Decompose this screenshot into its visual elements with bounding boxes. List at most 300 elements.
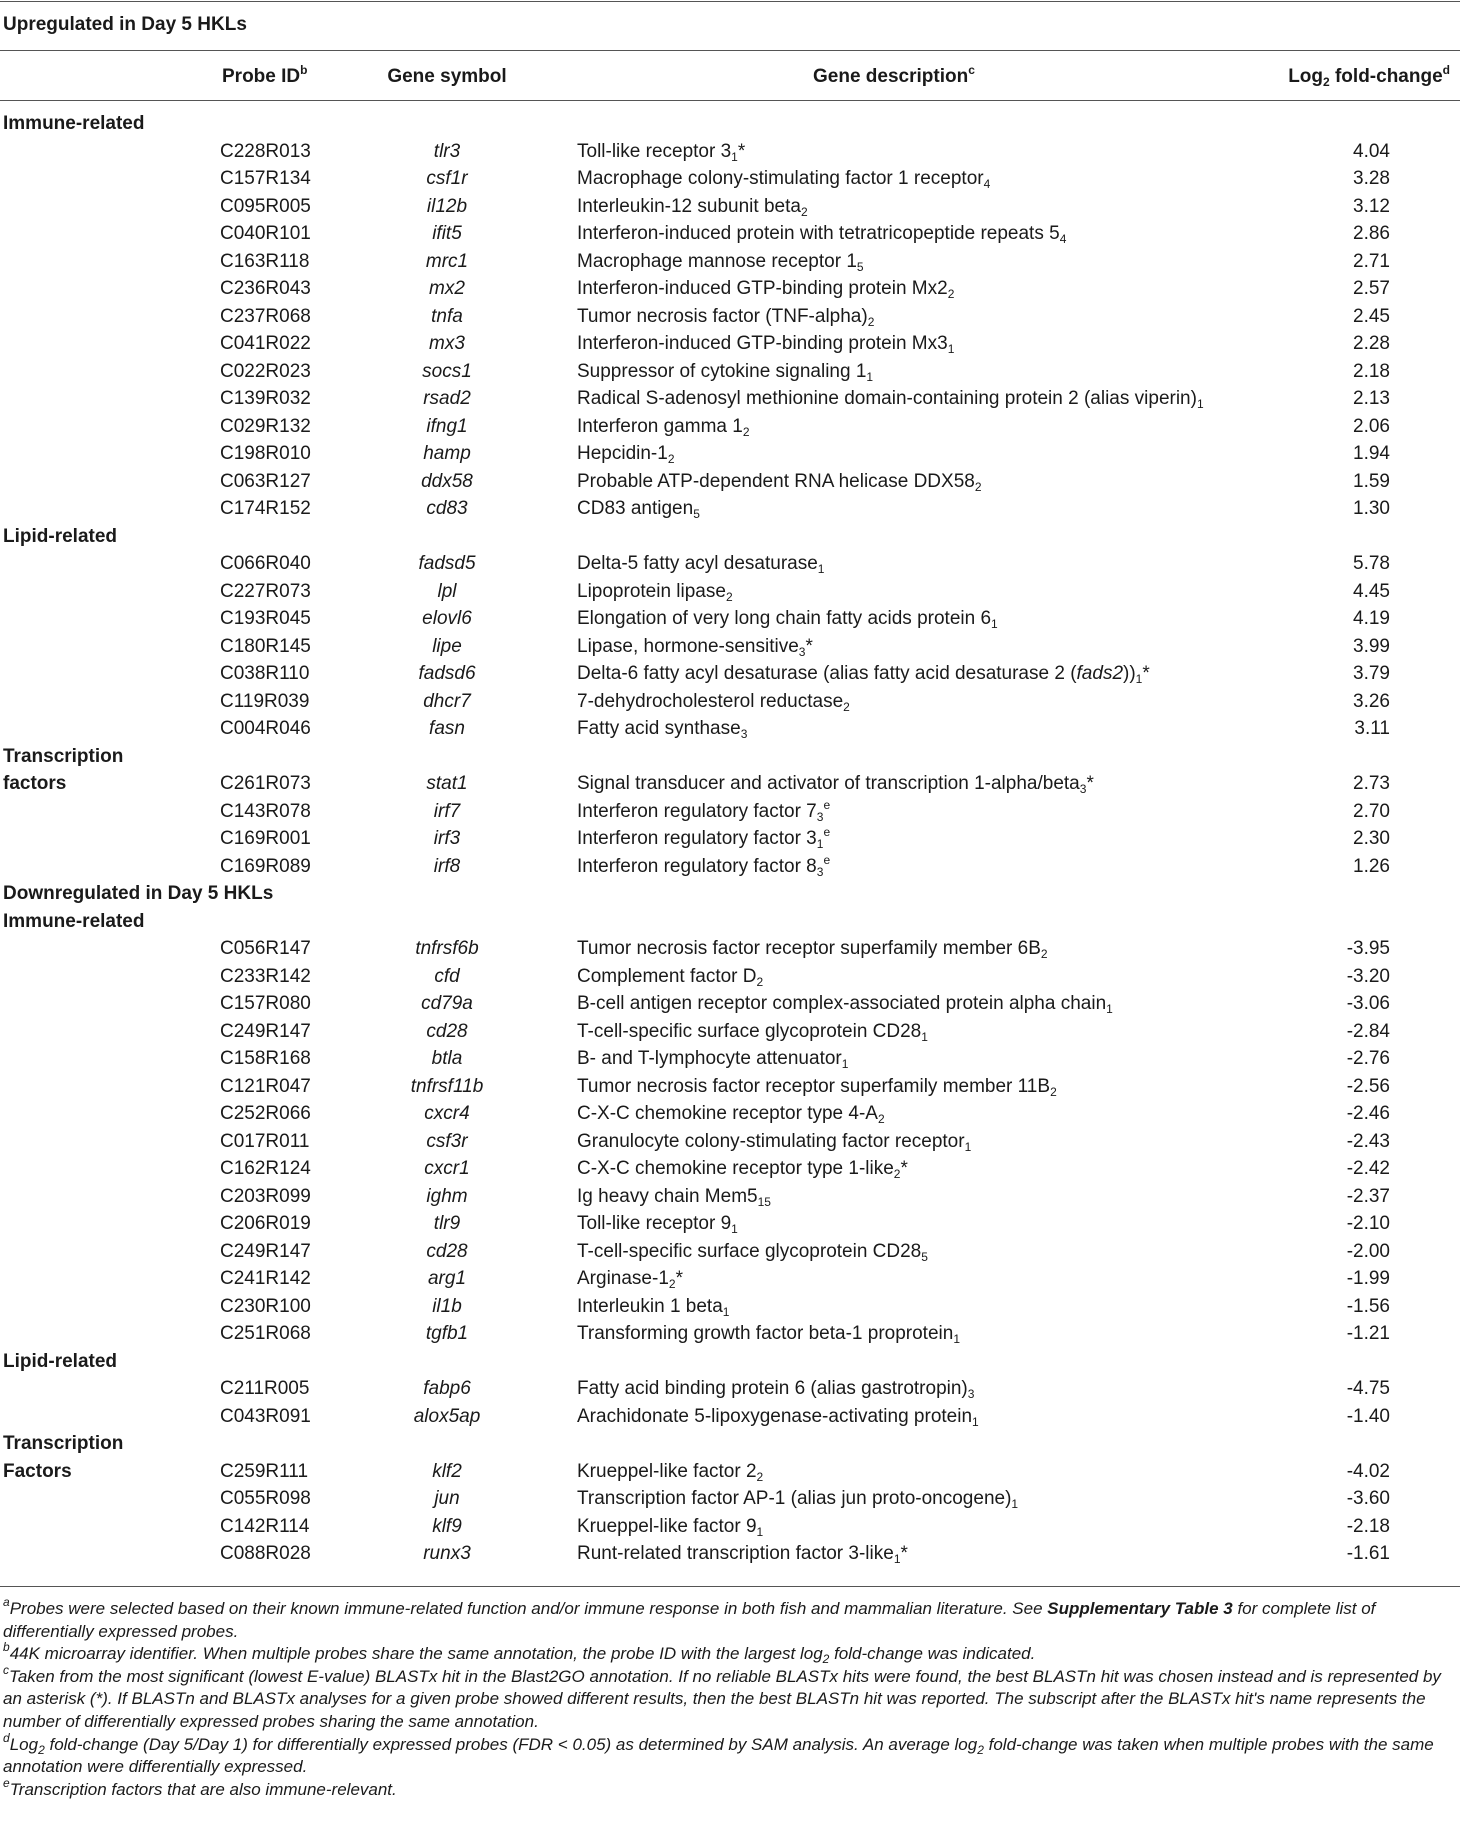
table-row (0, 469, 1460, 497)
log2-fold-change: 3.12 (1353, 195, 1390, 217)
description-text: B-cell antigen receptor complex-associated protein alpha chain (577, 993, 1107, 1014)
description-text: Transcription factor AP-1 (alias jun proto-oncogene) (577, 1488, 1012, 1509)
description-text: Interleukin 1 beta (577, 1295, 723, 1317)
probe-count-subscript: 2 (893, 1167, 901, 1181)
gene-symbol: mx2 (429, 278, 465, 299)
gene-description (577, 636, 813, 658)
probe-id: C237R068 (220, 305, 311, 327)
probe-id: C230R100 (220, 1295, 311, 1317)
log2-fold-change: 2.71 (1353, 250, 1390, 272)
probe-count-subscript: 1 (731, 1222, 738, 1236)
probe-id: C251R068 (220, 1323, 311, 1344)
description-text: Lipase, hormone-sensitive (577, 635, 799, 657)
description-text: Tumor necrosis factor receptor superfamily member 11B (577, 1075, 1051, 1097)
probe-count-subscript: 2 (756, 974, 764, 989)
gene-symbol: arg1 (427, 1268, 467, 1289)
probe-count-subscript: 5 (921, 1249, 928, 1264)
gene-symbol: fadsd5 (418, 553, 476, 574)
probe-count-subscript: 2 (877, 1112, 885, 1126)
description-text: Krueppel-like factor 2 (577, 1460, 757, 1482)
gene-description (577, 1296, 729, 1318)
probe-id: C157R080 (220, 993, 311, 1014)
gene-symbol: ifng1 (426, 415, 468, 437)
section-row (0, 111, 1460, 139)
blastn-asterisk: * (737, 140, 746, 162)
probe-count-subscript: 1 (947, 342, 955, 356)
probe-id: C193R045 (220, 608, 311, 629)
log2-fold-change: -2.37 (1346, 1185, 1390, 1207)
table-row (0, 579, 1460, 607)
description-text: Elongation of very long chain fatty acids protein 6 (577, 608, 992, 629)
probe-count-subscript: 3 (816, 809, 824, 824)
gene-description (577, 388, 1204, 410)
log2-fold-change: -2.00 (1346, 1240, 1390, 1262)
col-header-probe: Probe $ID^b$ (222, 63, 308, 87)
log2-fold-change: 2.30 (1353, 828, 1390, 849)
log2-fold-change: -1.61 (1346, 1543, 1390, 1564)
log2-fold-change: 3.11 (1354, 718, 1390, 739)
probe-count-subscript: 1 (866, 369, 874, 384)
gene-symbol: mx3 (429, 333, 465, 354)
gene-symbol: tlr9 (433, 1213, 461, 1234)
probe-count-subscript: 3 (967, 1387, 975, 1401)
log2-fold-change: 2.86 (1353, 223, 1390, 244)
gene-description (577, 1241, 928, 1263)
probe-id: C163R118 (220, 250, 310, 272)
probe-id: C142R114 (220, 1515, 310, 1537)
gene-symbol: klf9 (432, 1515, 462, 1537)
log2-fold-change: 2.28 (1353, 333, 1390, 354)
section-row (0, 881, 1460, 909)
gene-description (577, 498, 700, 520)
log2-fold-change: -1.56 (1346, 1295, 1390, 1317)
section-label: Immune-related (3, 113, 145, 134)
table-row (0, 1101, 1460, 1129)
probe-count-subscript: 1 (731, 149, 738, 164)
table-row (0, 1184, 1460, 1212)
table-row (0, 716, 1460, 744)
description-italic: fads2 (1076, 663, 1124, 684)
probe-id: C169R001 (220, 828, 311, 849)
gene-symbol: cd79a (421, 993, 473, 1014)
gene-symbol: mrc1 (425, 250, 469, 272)
gene-description (577, 1268, 683, 1290)
table-row (0, 1129, 1460, 1157)
log2-fold-change: -2.42 (1346, 1158, 1390, 1179)
gene-symbol: csf3r (426, 1130, 468, 1152)
table-row (0, 1541, 1460, 1569)
probe-count-subscript: 1 (991, 617, 998, 631)
gene-symbol: ifit5 (432, 223, 462, 244)
gene-symbol: runx3 (423, 1543, 471, 1564)
table-row (0, 634, 1460, 662)
table-row (0, 1074, 1460, 1102)
blastn-asterisk: * (675, 1268, 683, 1289)
table-row (0, 689, 1460, 717)
description-text: C-X-C chemokine receptor type 1-like (577, 1158, 894, 1179)
gene-description (577, 553, 824, 575)
probe-count-subscript: 1 (1011, 1497, 1019, 1511)
probe-id: C241R142 (220, 1268, 311, 1289)
probe-count-subscript: 2 (947, 287, 955, 301)
gene-description (577, 608, 998, 630)
log2-fold-change: 4.19 (1353, 608, 1390, 629)
probe-count-subscript: 1 (972, 1414, 979, 1429)
gene-symbol: cfd (434, 965, 460, 987)
footnote-mark: e (823, 825, 831, 839)
log2-fold-change: 2.18 (1353, 360, 1390, 382)
description-text: CD83 antigen (577, 498, 694, 519)
probe-id: C233R142 (220, 965, 311, 987)
probe-count-subscript: 1 (1196, 397, 1204, 411)
gene-description (577, 223, 1066, 245)
description-text: Delta-6 fatty acyl desaturase (alias fatty acid desaturase 2 ( (577, 663, 1077, 684)
section-label-cont: factors (3, 773, 67, 794)
footnote-e: $^e$Transcription factors that are also immune-relevant. (3, 1775, 397, 1799)
log2-fold-change: -2.10 (1346, 1213, 1390, 1234)
gene-description (577, 1488, 1018, 1510)
table-title: Upregulated in Day 5 HKLs (3, 14, 247, 35)
gene-symbol: alox5ap (413, 1405, 481, 1427)
log2-fold-change: 2.13 (1353, 388, 1390, 409)
log2-fold-change: 1.59 (1353, 470, 1390, 492)
blastn-asterisk: * (900, 1158, 908, 1179)
probe-id: C038R110 (220, 663, 310, 684)
description-text: Krueppel-like factor 9 (577, 1515, 757, 1537)
section-label: Lipid-related (3, 1350, 118, 1372)
probe-count-subscript: 1 (893, 1552, 901, 1566)
gene-description (577, 852, 831, 879)
probe-count-subscript: 1 (953, 1332, 960, 1346)
table-row (0, 386, 1460, 414)
gene-symbol: fabp6 (423, 1378, 471, 1399)
gene-description (577, 361, 873, 383)
section-label: Immune-related (3, 910, 145, 932)
description-text: C-X-C chemokine receptor type 4-A (577, 1103, 878, 1124)
section-row (0, 524, 1460, 552)
gene-description (577, 691, 850, 713)
probe-count-subscript: 1 (964, 1139, 972, 1154)
gene-symbol: csf1r (426, 168, 468, 189)
gene-description (577, 1103, 885, 1125)
gene-symbol: il12b (426, 195, 468, 217)
table-row (0, 661, 1460, 689)
gene-symbol: lpl (437, 580, 457, 602)
gene-symbol: fasn (429, 718, 465, 739)
log2-fold-change: -2.56 (1346, 1075, 1390, 1097)
table-row (0, 826, 1460, 854)
probe-count-subscript: 2 (1050, 1084, 1057, 1099)
gene-symbol: lipe (432, 635, 462, 657)
gene-symbol: irf8 (433, 855, 461, 877)
top-rule (0, 1, 1460, 2)
table-row (0, 194, 1460, 222)
probe-count-subscript: 3 (816, 864, 824, 879)
probe-count-subscript: 5 (856, 259, 864, 274)
probe-count-subscript: 4 (983, 177, 991, 191)
table-row (0, 1514, 1460, 1542)
gene-description (577, 718, 747, 740)
gene-description (577, 1021, 928, 1043)
description-text: Arachidonate 5-lipoxygenase-activating protein (577, 1405, 973, 1427)
probe-count-subscript: 2 (1040, 947, 1048, 961)
description-text: Hepcidin-1 (577, 443, 668, 464)
blastn-asterisk: * (1142, 663, 1150, 684)
log2-fold-change: -4.75 (1346, 1378, 1390, 1399)
description-text: Fatty acid synthase (577, 718, 741, 739)
description-text: Radical S-adenosyl methionine domain-containing protein 2 (alias viperin) (577, 388, 1197, 409)
section-label: Lipid-related (3, 525, 118, 547)
description-text: Interleukin-12 subunit beta (577, 195, 801, 217)
probe-id: C157R134 (220, 168, 311, 189)
probe-id: C228R013 (220, 140, 311, 162)
gene-symbol: tgfb1 (425, 1323, 469, 1344)
log2-fold-change: 1.94 (1353, 443, 1390, 464)
probe-count-subscript: 2 (756, 1469, 764, 1484)
gene-description (577, 416, 750, 438)
probe-id: C063R127 (220, 470, 311, 492)
table-row (0, 166, 1460, 194)
probe-id: C022R023 (220, 360, 311, 382)
section-label: Transcription (3, 745, 124, 767)
probe-count-subscript: 2 (725, 589, 733, 604)
gene-symbol: elovl6 (422, 608, 472, 629)
log2-fold-change: 3.79 (1353, 663, 1390, 684)
description-post: )) (1123, 663, 1136, 684)
table-row (0, 964, 1460, 992)
probe-id: C040R101 (220, 223, 311, 244)
probe-count-subscript: 3 (740, 727, 748, 741)
description-text: Toll-like receptor 9 (577, 1213, 732, 1234)
table-row (0, 1376, 1460, 1404)
probe-count-subscript: 2 (843, 699, 850, 714)
table-row (0, 1266, 1460, 1294)
probe-count-subscript: 2 (668, 1277, 676, 1291)
probe-id: C066R040 (220, 553, 311, 574)
gene-symbol: btla (431, 1048, 463, 1069)
probe-id: C206R019 (220, 1213, 311, 1234)
description-text: Fatty acid binding protein 6 (alias gastrotropin) (577, 1378, 968, 1399)
table-row (0, 1294, 1460, 1322)
log2-fold-change: 2.70 (1353, 800, 1390, 822)
footnote-b: $^b$44K microarray identifier. When multiple probes share the same annotation, the probe ID with the largest $\log_2$ fold-change was indicated. (3, 1640, 1036, 1667)
probe-id: C158R168 (220, 1048, 311, 1069)
blastn-asterisk: * (1086, 773, 1094, 794)
gene-symbol: irf7 (433, 800, 461, 822)
log2-fold-change: 2.45 (1353, 305, 1390, 327)
section-row (0, 1349, 1460, 1377)
description-text: Suppressor of cytokine signaling 1 (577, 360, 867, 382)
gene-description (577, 1461, 763, 1483)
log2-fold-change: -3.06 (1346, 993, 1390, 1014)
probe-count-subscript: 4 (1059, 232, 1067, 246)
gene-description (577, 1213, 738, 1235)
col-header-description: Gene description$^c$ (813, 63, 975, 87)
section-row (0, 909, 1460, 937)
table-row (0, 551, 1460, 579)
footnote-c: $^c$Taken from the most significant (lowest E-value) BLASTx hit in the Blast2GO annotation. If no reliable BLASTx hits were found, the best BLASTn hit was chosen instead and is represented by an asterisk (*). If BLASTn and BLASTx analyses for a given probe showed different results, then the best BLASTn hit was reported. The subscript after the BLASTx hit's name represents the number of differentially expressed probes sharing the same annotation. (3, 1662, 1441, 1731)
table-row (0, 304, 1460, 332)
description-text: T-cell-specific surface glycoprotein CD28 (577, 1020, 922, 1042)
table-row (0, 496, 1460, 524)
probe-id: C043R091 (220, 1405, 311, 1427)
log2-fold-change: -1.21 (1346, 1323, 1390, 1344)
description-text: Delta-5 fatty acyl desaturase (577, 553, 818, 574)
description-text: Ig heavy chain Mem5 (577, 1185, 758, 1207)
gene-symbol: fadsd6 (418, 663, 476, 684)
gene-description (577, 141, 745, 163)
table-body (0, 111, 1460, 1569)
gene-symbol: stat1 (426, 773, 468, 794)
table-row (0, 1019, 1460, 1047)
probe-count-subscript: 2 (667, 452, 675, 466)
log2-fold-change: 3.28 (1353, 168, 1390, 189)
log2-fold-change: -2.18 (1346, 1515, 1390, 1537)
gene-symbol: cd28 (426, 1020, 468, 1042)
description-text: Tumor necrosis factor (TNF-alpha) (577, 305, 868, 327)
gene-description (577, 581, 733, 603)
description-text: 7-dehydrocholesterol reductase (577, 690, 844, 712)
log2-fold-change: 1.30 (1353, 498, 1390, 519)
gene-description (577, 938, 1048, 960)
gene-description (577, 797, 831, 824)
probe-id: C095R005 (220, 195, 311, 217)
description-text: Transforming growth factor beta-1 proprotein (577, 1323, 954, 1344)
probe-count-subscript: 1 (816, 837, 824, 851)
gene-description (577, 663, 1150, 685)
probe-id: C056R147 (220, 938, 311, 959)
footnotes (3, 1595, 1457, 1801)
probe-id: C119R039 (220, 690, 310, 712)
description-text: Toll-like receptor 3 (577, 140, 732, 162)
log2-fold-change: 3.99 (1353, 635, 1390, 657)
title-rule (0, 50, 1460, 51)
section-label-cont: Factors (3, 1460, 72, 1482)
probe-id: C180R145 (220, 635, 311, 657)
table-row (0, 771, 1460, 799)
footnote-a: $^a$Probes were selected based on their known immune-related function and/or immune response in both fish and mammalian literature. See Supplementary Table 3 for complete list of differentially expressed probes. (3, 1595, 1376, 1641)
gene-symbol: cxcr1 (424, 1158, 470, 1179)
log2-fold-change: 4.04 (1353, 140, 1390, 162)
gene-description (577, 1406, 979, 1428)
log2-fold-change: -3.20 (1346, 965, 1390, 987)
log2-fold-change: -2.43 (1346, 1130, 1390, 1152)
probe-id: C249R147 (220, 1240, 311, 1262)
description-text: Interferon regulatory factor 8 (577, 855, 817, 877)
probe-count-subscript: 2 (867, 314, 875, 329)
log2-fold-change: 2.06 (1353, 415, 1390, 437)
gene-description (577, 278, 954, 300)
probe-id: C236R043 (220, 278, 311, 299)
probe-count-subscript: 1 (1135, 672, 1143, 686)
gene-symbol: il1b (432, 1295, 462, 1317)
table-row (0, 1211, 1460, 1239)
table-row (0, 1156, 1460, 1184)
table-row (0, 276, 1460, 304)
probe-count-subscript: 1 (756, 1524, 764, 1539)
gene-description (577, 1323, 960, 1345)
description-text: B- and T-lymphocyte attenuator (577, 1048, 842, 1069)
table-row (0, 991, 1460, 1019)
table-row (0, 139, 1460, 167)
probe-id: C055R098 (220, 1488, 311, 1509)
probe-count-subscript: 5 (693, 507, 700, 521)
description-text: Tumor necrosis factor receptor superfamily member 6B (577, 938, 1041, 959)
probe-id: C261R073 (220, 773, 311, 794)
table-row (0, 414, 1460, 442)
probe-id: C174R152 (220, 498, 311, 519)
gene-symbol: tlr3 (433, 140, 461, 162)
gene-symbol: klf2 (432, 1460, 462, 1482)
log2-fold-change: 4.45 (1353, 580, 1390, 602)
description-text: Granulocyte colony-stimulating factor receptor (577, 1130, 965, 1152)
probe-count-subscript: 2 (742, 424, 750, 439)
probe-id: C139R032 (220, 388, 311, 409)
probe-id: C004R046 (220, 718, 311, 739)
table-row (0, 1046, 1460, 1074)
log2-fold-change: 2.57 (1353, 278, 1390, 299)
table-row (0, 441, 1460, 469)
gene-description (577, 993, 1113, 1015)
gene-symbol: socs1 (422, 360, 472, 382)
log2-fold-change: -2.76 (1346, 1048, 1390, 1069)
footnote-mark: e (823, 797, 831, 812)
section-row (0, 744, 1460, 772)
table-row (0, 331, 1460, 359)
gene-symbol: cxcr4 (424, 1103, 470, 1124)
description-text: Interferon-induced GTP-binding protein Mx2 (577, 278, 948, 299)
col-header-symbol: Gene symbol (387, 66, 507, 87)
gene-description (577, 1131, 971, 1153)
table-row (0, 1404, 1460, 1432)
log2-fold-change: -2.46 (1346, 1103, 1390, 1124)
probe-count-subscript: 1 (722, 1304, 730, 1319)
probe-id: C249R147 (220, 1020, 311, 1042)
table-row (0, 1239, 1460, 1267)
gene-description (577, 1378, 974, 1400)
blastn-asterisk: * (805, 635, 813, 657)
probe-count-subscript: 2 (974, 479, 982, 494)
gene-description (577, 251, 864, 273)
table-row (0, 1459, 1460, 1487)
probe-count-subscript: 2 (800, 204, 808, 219)
gene-description (577, 966, 763, 988)
gene-symbol: ddx58 (421, 470, 473, 492)
probe-id: C088R028 (220, 1543, 311, 1564)
probe-count-subscript: 3 (798, 644, 806, 659)
description-text: Complement factor D (577, 965, 757, 987)
probe-id: C259R111 (220, 1460, 309, 1482)
gene-symbol: dhcr7 (423, 690, 471, 712)
probe-count-subscript: 1 (921, 1029, 928, 1044)
gene-symbol: tnfrsf11b (410, 1075, 484, 1097)
log2-fold-change: -2.84 (1346, 1020, 1390, 1042)
footnote-mark: e (823, 852, 831, 867)
gene-symbol: hamp (423, 443, 471, 464)
description-text: T-cell-specific surface glycoprotein CD28 (577, 1240, 922, 1262)
probe-id: C169R089 (220, 855, 311, 877)
description-text: Runt-related transcription factor 3-like (577, 1543, 894, 1564)
table-row (0, 799, 1460, 827)
probe-id: C198R010 (220, 443, 311, 464)
log2-fold-change: 3.26 (1353, 690, 1390, 712)
table-row (0, 854, 1460, 882)
gene-description (577, 471, 982, 493)
bottom-rule (0, 1586, 1460, 1587)
blastn-asterisk: * (900, 1543, 908, 1564)
table-row (0, 936, 1460, 964)
gene-description (577, 333, 954, 355)
